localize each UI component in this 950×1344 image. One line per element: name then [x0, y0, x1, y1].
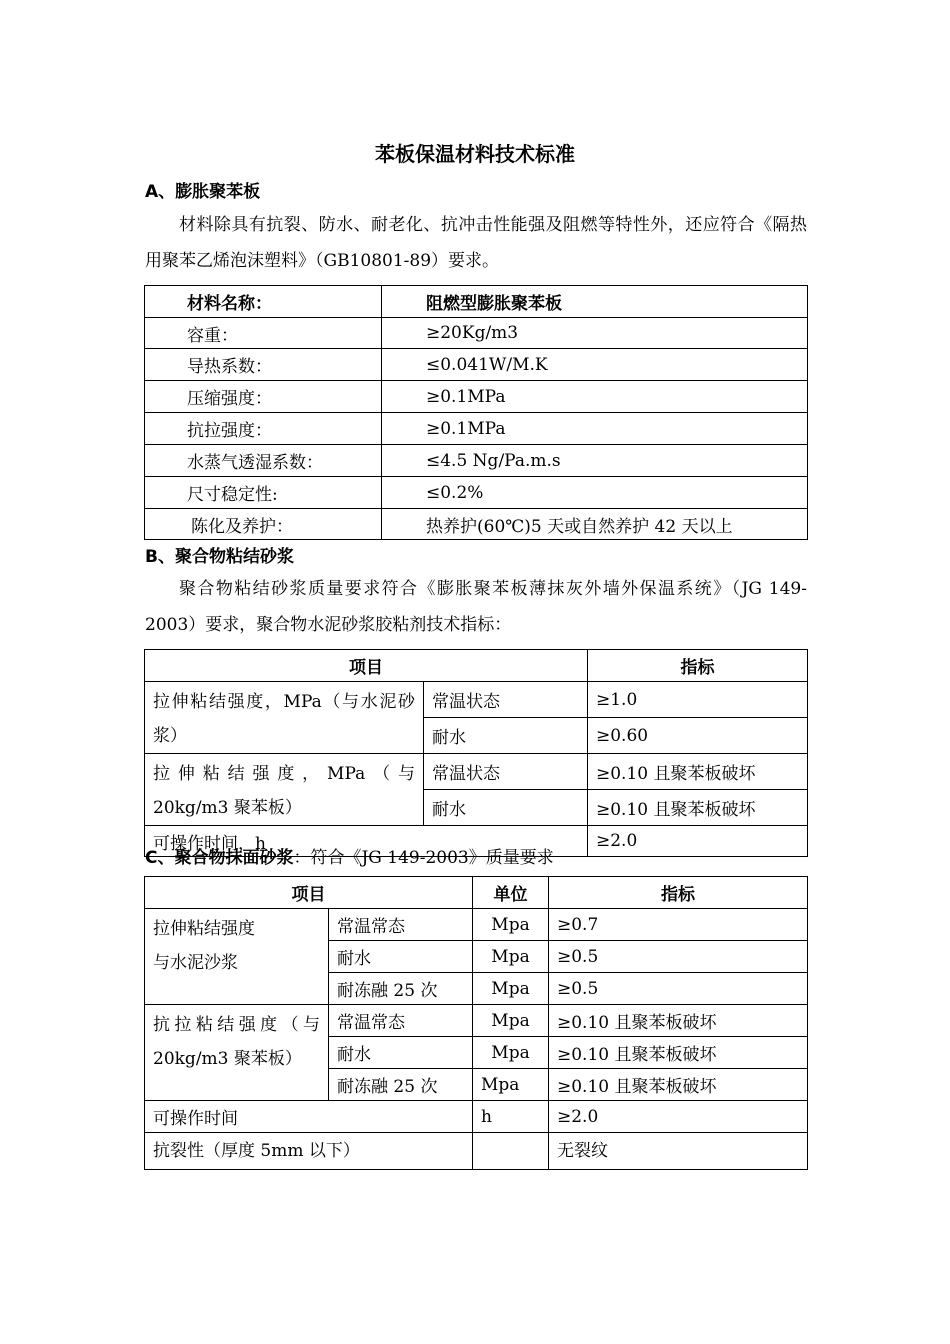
- table-row: [145, 286, 808, 318]
- table-cell: 水蒸气透湿系数：: [145, 445, 382, 477]
- table-cell: ≥2.0: [549, 1101, 808, 1133]
- table-row: [145, 754, 808, 790]
- table-cell: ≥0.5: [549, 973, 808, 1005]
- table-cell: 陈化及养护：: [145, 509, 382, 540]
- table-cell: 耐水: [329, 1037, 473, 1069]
- table-row: [145, 1133, 808, 1170]
- document-title: 苯板保温材料技术标准: [375, 142, 575, 166]
- table-cell: 拉伸粘结强度 与水泥沙浆: [145, 909, 329, 1005]
- table-row: [145, 509, 808, 540]
- table-cell: Mpa: [473, 973, 549, 1005]
- table-cell: ≤0.041W/M.K: [382, 349, 808, 381]
- table-cell: ≥20Kg/m3: [382, 318, 808, 349]
- section-c-table: [144, 876, 808, 1170]
- table-cell: 抗裂性（厚度 5mm 以下）: [145, 1133, 473, 1170]
- table-header-cell: 指标: [588, 650, 808, 682]
- table-cell: 拉伸粘结强度，MPa（与20kg/m3 聚苯板）: [145, 754, 424, 826]
- table-cell: 常温常态: [329, 1005, 473, 1037]
- table-cell: 无裂纹: [549, 1133, 808, 1170]
- table-row: [145, 381, 808, 413]
- table-cell: ≤4.5 Ng/Pa.m.s: [382, 445, 808, 477]
- table-cell: 常温状态: [424, 754, 588, 790]
- table-row: [145, 445, 808, 477]
- table-cell: Mpa: [473, 941, 549, 973]
- table-cell: Mpa: [473, 1005, 549, 1037]
- table-row: [145, 877, 808, 909]
- table-cell: ≥0.7: [549, 909, 808, 941]
- section-a-heading: A、膨胀聚苯板: [145, 182, 261, 202]
- table-cell: ≥0.10 且聚苯板破坏: [588, 790, 808, 826]
- table-cell: ≥0.1MPa: [382, 413, 808, 445]
- table-cell: 耐水: [424, 790, 588, 826]
- table-row: [145, 318, 808, 349]
- table-header-cell: 指标: [549, 877, 808, 909]
- table-cell: 抗拉粘结强度（与 20kg/m3 聚苯板）: [145, 1005, 329, 1101]
- table-row: [145, 477, 808, 509]
- table-cell: Mpa: [473, 1037, 549, 1069]
- table-cell: ≥0.60: [588, 718, 808, 754]
- table-cell: Mpa: [473, 1069, 549, 1101]
- table-cell: 尺寸稳定性:: [145, 477, 382, 509]
- table-header-cell: 材料名称：: [145, 286, 382, 318]
- table-cell: 耐冻融 25 次: [329, 973, 473, 1005]
- table-cell: 可操作时间，h: [145, 826, 588, 857]
- table-cell: 热养护(60℃)5 天或自然养护 42 天以上: [382, 509, 808, 540]
- table-header-cell: 阻燃型膨胀聚苯板: [382, 286, 808, 318]
- table-cell: ≥0.10 且聚苯板破坏: [549, 1069, 808, 1101]
- table-cell: 耐冻融 25 次: [329, 1069, 473, 1101]
- table-cell: ≥0.1MPa: [382, 381, 808, 413]
- table-cell: 压缩强度：: [145, 381, 382, 413]
- table-cell: 耐水: [329, 941, 473, 973]
- table-row: [145, 413, 808, 445]
- table-cell: Mpa: [473, 909, 549, 941]
- section-a-table: [144, 285, 808, 540]
- table-cell: 常温状态: [424, 682, 588, 718]
- table-cell: 拉伸粘结强度，MPa（与水泥砂浆）: [145, 682, 424, 754]
- section-b-heading: B、聚合物粘结砂浆: [145, 547, 294, 567]
- table-cell: 常温常态: [329, 909, 473, 941]
- table-cell: 容重：: [145, 318, 382, 349]
- table-row: [145, 349, 808, 381]
- table-cell: ≥0.10 且聚苯板破坏: [549, 1037, 808, 1069]
- table-cell: 导热系数：: [145, 349, 382, 381]
- table-cell: ≥1.0: [588, 682, 808, 718]
- table-row: [145, 682, 808, 718]
- table-cell: 可操作时间: [145, 1101, 473, 1133]
- table-cell: 耐水: [424, 718, 588, 754]
- table-cell: ≤0.2%: [382, 477, 808, 509]
- table-cell: ≥2.0: [588, 826, 808, 857]
- section-b-paragraph: 聚合物粘结砂浆质量要求符合《膨胀聚苯板薄抹灰外墙外保温系统》（JG 149-2003）要求，聚合物水泥砂浆胶粘剂技术指标：: [145, 579, 807, 635]
- table-header-cell: 单位: [473, 877, 549, 909]
- table-cell: [473, 1133, 549, 1170]
- table-cell: ≥0.10 且聚苯板破坏: [588, 754, 808, 790]
- table-row: [145, 909, 808, 941]
- section-c-heading: [145, 843, 554, 868]
- section-c-heading-rest: ：符合《JG 149-2003》质量要求: [293, 848, 554, 868]
- table-row: [145, 1101, 808, 1133]
- table-cell: ≥0.5: [549, 941, 808, 973]
- section-c-heading-bold: C、聚合物抹面砂浆: [145, 848, 294, 868]
- table-row: [145, 1005, 808, 1037]
- section-b-table: [144, 649, 808, 857]
- section-a-paragraph: 材料除具有抗裂、防水、耐老化、抗冲击性能强及阻燃等特性外，还应符合《隔热用聚苯乙烯泡沫塑料》（GB10801-89）要求。: [145, 215, 807, 271]
- table-cell: ≥0.10 且聚苯板破坏: [549, 1005, 808, 1037]
- table-row: [145, 650, 808, 682]
- table-header-cell: 项目: [145, 650, 588, 682]
- table-cell: 抗拉强度：: [145, 413, 382, 445]
- table-cell: h: [473, 1101, 549, 1133]
- table-header-cell: 项目: [145, 877, 473, 909]
